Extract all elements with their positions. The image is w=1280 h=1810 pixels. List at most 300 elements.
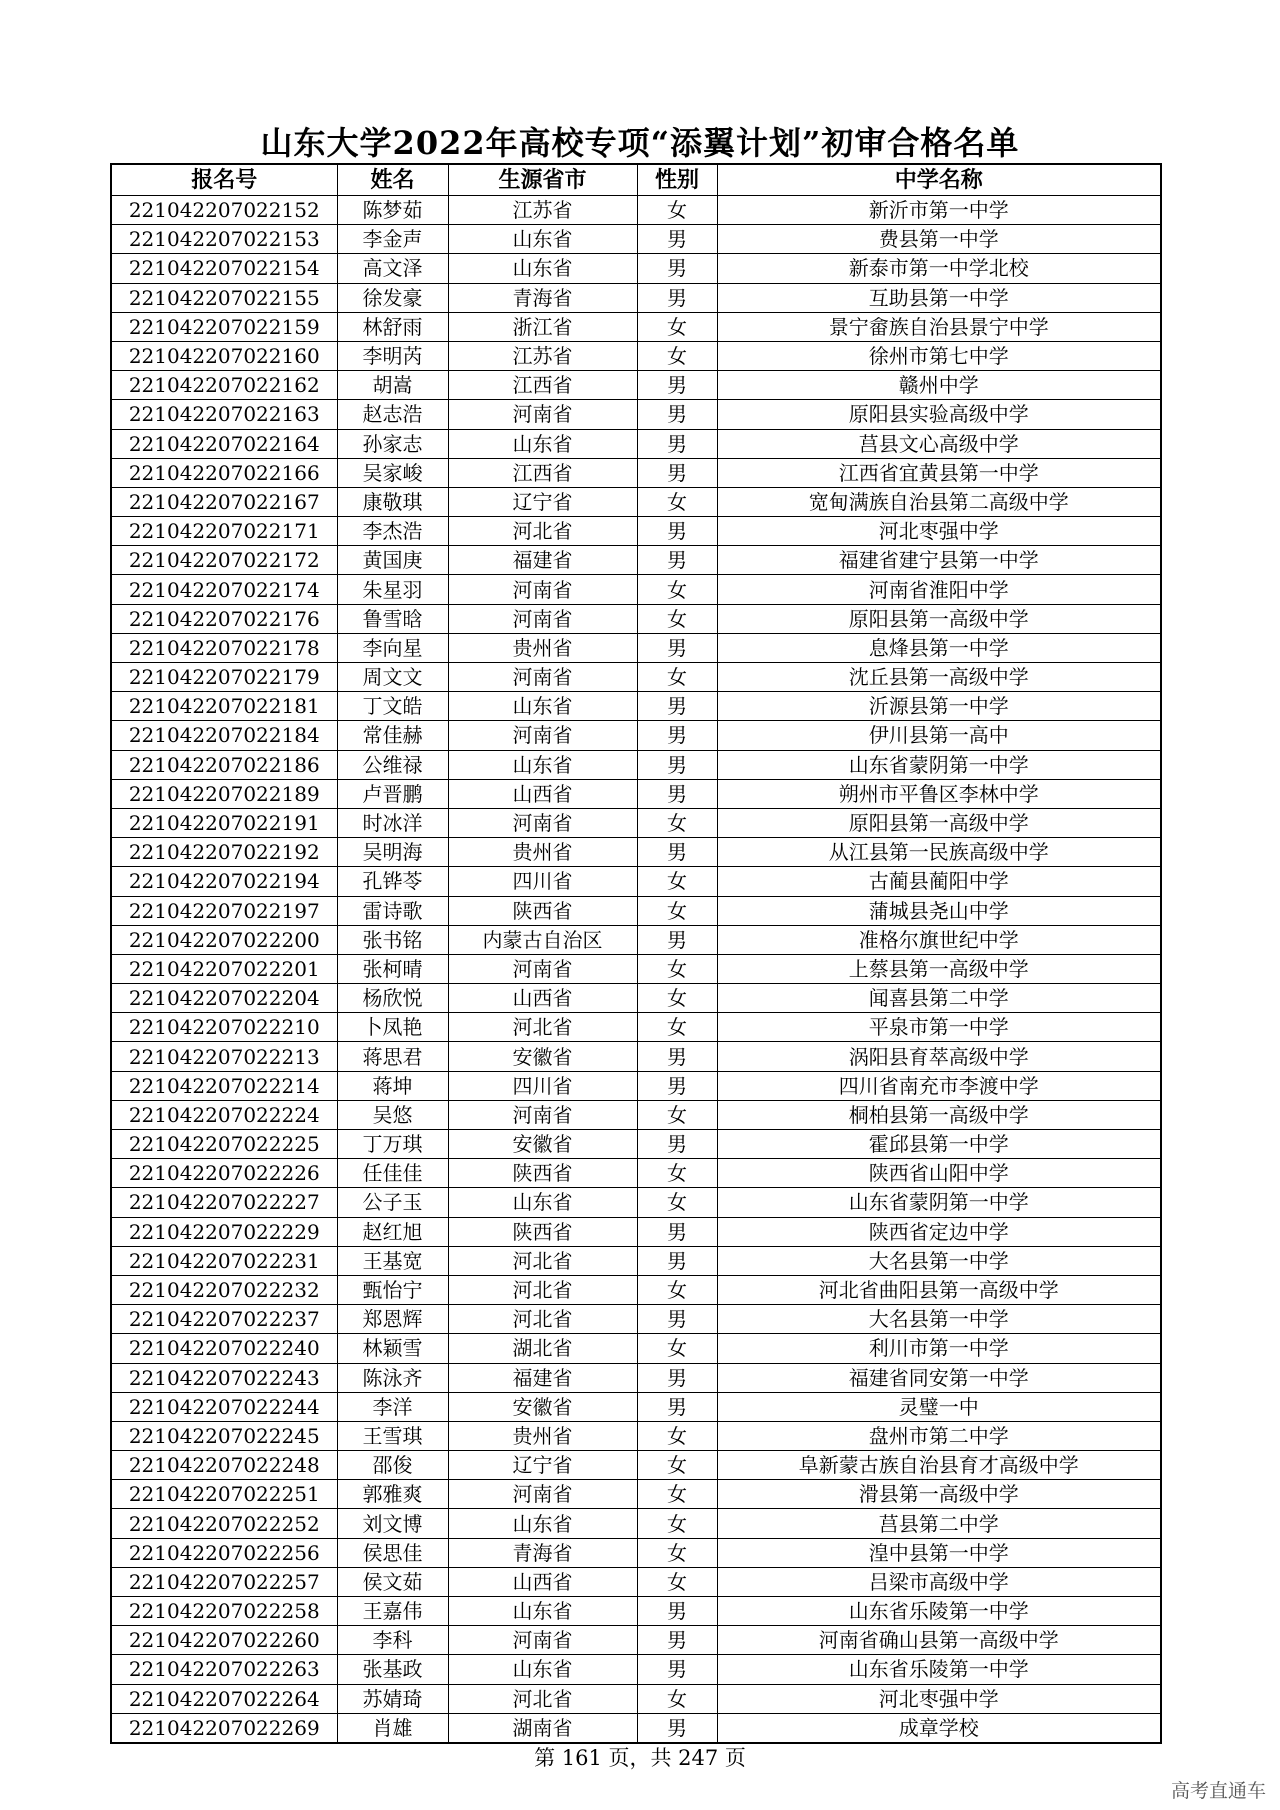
table-row <box>111 896 1161 925</box>
reg-no-cell: 221042207022226 <box>111 1159 337 1188</box>
province-cell: 青海省 <box>448 283 637 312</box>
province-cell: 河南省 <box>448 1480 637 1509</box>
province-cell: 青海省 <box>448 1538 637 1567</box>
name-cell: 李明芮 <box>337 341 448 370</box>
province-cell: 江西省 <box>448 458 637 487</box>
table-row <box>111 604 1161 633</box>
name-cell: 王基宽 <box>337 1246 448 1275</box>
gender-cell: 男 <box>637 1305 717 1334</box>
province-cell: 河南省 <box>448 604 637 633</box>
gender-cell: 女 <box>637 954 717 983</box>
reg-no-cell: 221042207022229 <box>111 1217 337 1246</box>
gender-cell: 男 <box>637 779 717 808</box>
reg-no-cell: 221042207022200 <box>111 925 337 954</box>
reg-no-cell: 221042207022178 <box>111 633 337 662</box>
name-cell: 卜凤艳 <box>337 1013 448 1042</box>
name-cell: 林颖雪 <box>337 1334 448 1363</box>
school-cell: 霍邱县第一中学 <box>717 1130 1161 1159</box>
name-cell: 陈梦茹 <box>337 196 448 225</box>
table-row <box>111 1451 1161 1480</box>
name-cell: 林舒雨 <box>337 312 448 341</box>
header-school: 中学名称 <box>717 164 1161 196</box>
reg-no-cell: 221042207022224 <box>111 1100 337 1129</box>
gender-cell: 男 <box>637 1392 717 1421</box>
province-cell: 河北省 <box>448 517 637 546</box>
table-row <box>111 779 1161 808</box>
table-row <box>111 633 1161 662</box>
school-cell: 涡阳县育萃高级中学 <box>717 1042 1161 1071</box>
school-cell: 莒县第二中学 <box>717 1509 1161 1538</box>
table-row <box>111 487 1161 516</box>
school-cell: 从江县第一民族高级中学 <box>717 838 1161 867</box>
gender-cell: 女 <box>637 1451 717 1480</box>
gender-cell: 女 <box>637 1684 717 1713</box>
name-cell: 丁万琪 <box>337 1130 448 1159</box>
header-reg-no: 报名号 <box>111 164 337 196</box>
reg-no-cell: 221042207022154 <box>111 254 337 283</box>
school-cell: 沈丘县第一高级中学 <box>717 663 1161 692</box>
table-row <box>111 1100 1161 1129</box>
school-cell: 互助县第一中学 <box>717 283 1161 312</box>
gender-cell: 男 <box>637 750 717 779</box>
province-cell: 河北省 <box>448 1013 637 1042</box>
page-number: 第 161 页，共 247 页 <box>534 1746 746 1770</box>
reg-no-cell: 221042207022248 <box>111 1451 337 1480</box>
province-cell: 安徽省 <box>448 1392 637 1421</box>
name-cell: 卢晋鹏 <box>337 779 448 808</box>
name-cell: 公维禄 <box>337 750 448 779</box>
school-cell: 平泉市第一中学 <box>717 1013 1161 1042</box>
name-cell: 郭雅爽 <box>337 1480 448 1509</box>
gender-cell: 男 <box>637 633 717 662</box>
gender-cell: 男 <box>637 692 717 721</box>
province-cell: 安徽省 <box>448 1130 637 1159</box>
province-cell: 山西省 <box>448 984 637 1013</box>
gender-cell: 女 <box>637 341 717 370</box>
gender-cell: 男 <box>637 1363 717 1392</box>
table-row <box>111 283 1161 312</box>
province-cell: 安徽省 <box>448 1042 637 1071</box>
name-cell: 康敬琪 <box>337 487 448 516</box>
name-cell: 邵俊 <box>337 1451 448 1480</box>
table-row <box>111 692 1161 721</box>
gender-cell: 男 <box>637 517 717 546</box>
name-cell: 刘文博 <box>337 1509 448 1538</box>
school-cell: 河北省曲阳县第一高级中学 <box>717 1275 1161 1304</box>
gender-cell: 女 <box>637 896 717 925</box>
reg-no-cell: 221042207022257 <box>111 1567 337 1596</box>
name-cell: 蒋思君 <box>337 1042 448 1071</box>
school-cell: 伊川县第一高中 <box>717 721 1161 750</box>
province-cell: 湖南省 <box>448 1713 637 1743</box>
name-cell: 胡嵩 <box>337 371 448 400</box>
name-cell: 周文文 <box>337 663 448 692</box>
name-cell: 丁文皓 <box>337 692 448 721</box>
name-cell: 孙家志 <box>337 429 448 458</box>
province-cell: 江西省 <box>448 371 637 400</box>
gender-cell: 女 <box>637 1159 717 1188</box>
table-row <box>111 1655 1161 1684</box>
reg-no-cell: 221042207022252 <box>111 1509 337 1538</box>
table-row <box>111 1305 1161 1334</box>
name-cell: 吴家峻 <box>337 458 448 487</box>
school-cell: 徐州市第七中学 <box>717 341 1161 370</box>
school-cell: 江西省宜黄县第一中学 <box>717 458 1161 487</box>
gender-cell: 男 <box>637 838 717 867</box>
document-title: 山东大学2022年高校专项“添翼计划”初审合格名单 <box>260 124 1020 162</box>
reg-no-cell: 221042207022186 <box>111 750 337 779</box>
province-cell: 贵州省 <box>448 838 637 867</box>
province-cell: 河南省 <box>448 575 637 604</box>
school-cell: 福建省同安第一中学 <box>717 1363 1161 1392</box>
gender-cell: 女 <box>637 1275 717 1304</box>
gender-cell: 男 <box>637 546 717 575</box>
gender-cell: 女 <box>637 1480 717 1509</box>
gender-cell: 女 <box>637 312 717 341</box>
school-cell: 沂源县第一中学 <box>717 692 1161 721</box>
province-cell: 山西省 <box>448 1567 637 1596</box>
reg-no-cell: 221042207022155 <box>111 283 337 312</box>
school-cell: 景宁畲族自治县景宁中学 <box>717 312 1161 341</box>
province-cell: 浙江省 <box>448 312 637 341</box>
name-cell: 王嘉伟 <box>337 1597 448 1626</box>
school-cell: 陕西省山阳中学 <box>717 1159 1161 1188</box>
table-row <box>111 1538 1161 1567</box>
gender-cell: 女 <box>637 604 717 633</box>
province-cell: 贵州省 <box>448 633 637 662</box>
gender-cell: 男 <box>637 1071 717 1100</box>
reg-no-cell: 221042207022213 <box>111 1042 337 1071</box>
table-row <box>111 663 1161 692</box>
table-row <box>111 1159 1161 1188</box>
reg-no-cell: 221042207022191 <box>111 808 337 837</box>
gender-cell: 女 <box>637 575 717 604</box>
school-cell: 朔州市平鲁区李林中学 <box>717 779 1161 808</box>
reg-no-cell: 221042207022204 <box>111 984 337 1013</box>
province-cell: 辽宁省 <box>448 1451 637 1480</box>
province-cell: 河南省 <box>448 954 637 983</box>
table-row <box>111 1626 1161 1655</box>
header-province: 生源省市 <box>448 164 637 196</box>
province-cell: 内蒙古自治区 <box>448 925 637 954</box>
reg-no-cell: 221042207022189 <box>111 779 337 808</box>
table-row <box>111 225 1161 254</box>
province-cell: 贵州省 <box>448 1421 637 1450</box>
table-row <box>111 1130 1161 1159</box>
table-row <box>111 925 1161 954</box>
province-cell: 山东省 <box>448 429 637 458</box>
reg-no-cell: 221042207022164 <box>111 429 337 458</box>
school-cell: 河南省确山县第一高级中学 <box>717 1626 1161 1655</box>
reg-no-cell: 221042207022176 <box>111 604 337 633</box>
province-cell: 陕西省 <box>448 896 637 925</box>
gender-cell: 男 <box>637 254 717 283</box>
school-cell: 吕梁市高级中学 <box>717 1567 1161 1596</box>
name-cell: 公子玉 <box>337 1188 448 1217</box>
province-cell: 四川省 <box>448 867 637 896</box>
school-cell: 盘州市第二中学 <box>717 1421 1161 1450</box>
table-row <box>111 341 1161 370</box>
table-row <box>111 575 1161 604</box>
gender-cell: 男 <box>637 1130 717 1159</box>
province-cell: 陕西省 <box>448 1217 637 1246</box>
table-row <box>111 808 1161 837</box>
reg-no-cell: 221042207022243 <box>111 1363 337 1392</box>
province-cell: 河南省 <box>448 663 637 692</box>
school-cell: 准格尔旗世纪中学 <box>717 925 1161 954</box>
table-row <box>111 867 1161 896</box>
province-cell: 山东省 <box>448 1509 637 1538</box>
gender-cell: 女 <box>637 1421 717 1450</box>
province-cell: 福建省 <box>448 1363 637 1392</box>
gender-cell: 男 <box>637 400 717 429</box>
gender-cell: 男 <box>637 1655 717 1684</box>
reg-no-cell: 221042207022179 <box>111 663 337 692</box>
province-cell: 陕西省 <box>448 1159 637 1188</box>
name-cell: 朱星羽 <box>337 575 448 604</box>
gender-cell: 男 <box>637 371 717 400</box>
school-cell: 蒲城县尧山中学 <box>717 896 1161 925</box>
province-cell: 河南省 <box>448 808 637 837</box>
name-cell: 陈泳齐 <box>337 1363 448 1392</box>
reg-no-cell: 221042207022269 <box>111 1713 337 1743</box>
school-cell: 闻喜县第二中学 <box>717 984 1161 1013</box>
table-row <box>111 1597 1161 1626</box>
province-cell: 山东省 <box>448 750 637 779</box>
name-cell: 吴明海 <box>337 838 448 867</box>
province-cell: 湖北省 <box>448 1334 637 1363</box>
table-row <box>111 458 1161 487</box>
gender-cell: 女 <box>637 1567 717 1596</box>
school-cell: 原阳县第一高级中学 <box>717 604 1161 633</box>
province-cell: 河南省 <box>448 400 637 429</box>
name-cell: 李科 <box>337 1626 448 1655</box>
name-cell: 李洋 <box>337 1392 448 1421</box>
name-cell: 徐发豪 <box>337 283 448 312</box>
province-cell: 江苏省 <box>448 196 637 225</box>
reg-no-cell: 221042207022163 <box>111 400 337 429</box>
gender-cell: 女 <box>637 196 717 225</box>
school-cell: 山东省乐陵第一中学 <box>717 1597 1161 1626</box>
gender-cell: 女 <box>637 663 717 692</box>
gender-cell: 女 <box>637 808 717 837</box>
school-cell: 山东省蒙阴第一中学 <box>717 1188 1161 1217</box>
table-row <box>111 1392 1161 1421</box>
table-row <box>111 1684 1161 1713</box>
school-cell: 上蔡县第一高级中学 <box>717 954 1161 983</box>
name-cell: 赵红旭 <box>337 1217 448 1246</box>
table-row <box>111 429 1161 458</box>
school-cell: 阜新蒙古族自治县育才高级中学 <box>717 1451 1161 1480</box>
reg-no-cell: 221042207022263 <box>111 1655 337 1684</box>
school-cell: 原阳县实验高级中学 <box>717 400 1161 429</box>
gender-cell: 男 <box>637 225 717 254</box>
name-cell: 时冰洋 <box>337 808 448 837</box>
gender-cell: 女 <box>637 1538 717 1567</box>
reg-no-cell: 221042207022258 <box>111 1597 337 1626</box>
name-cell: 侯思佳 <box>337 1538 448 1567</box>
table-row <box>111 254 1161 283</box>
reg-no-cell: 221042207022162 <box>111 371 337 400</box>
gender-cell: 男 <box>637 721 717 750</box>
name-cell: 苏婧琦 <box>337 1684 448 1713</box>
reg-no-cell: 221042207022251 <box>111 1480 337 1509</box>
reg-no-cell: 221042207022240 <box>111 1334 337 1363</box>
province-cell: 河南省 <box>448 1626 637 1655</box>
school-cell: 大名县第一中学 <box>717 1246 1161 1275</box>
province-cell: 山东省 <box>448 692 637 721</box>
name-cell: 张基政 <box>337 1655 448 1684</box>
province-cell: 河南省 <box>448 1100 637 1129</box>
name-cell: 李向星 <box>337 633 448 662</box>
school-cell: 湟中县第一中学 <box>717 1538 1161 1567</box>
name-cell: 孔铧苓 <box>337 867 448 896</box>
province-cell: 河北省 <box>448 1246 637 1275</box>
school-cell: 福建省建宁县第一中学 <box>717 546 1161 575</box>
name-cell: 任佳佳 <box>337 1159 448 1188</box>
gender-cell: 女 <box>637 867 717 896</box>
reg-no-cell: 221042207022192 <box>111 838 337 867</box>
reg-no-cell: 221042207022167 <box>111 487 337 516</box>
reg-no-cell: 221042207022244 <box>111 1392 337 1421</box>
table-row <box>111 196 1161 225</box>
gender-cell: 男 <box>637 1626 717 1655</box>
gender-cell: 女 <box>637 1509 717 1538</box>
name-cell: 鲁雪晗 <box>337 604 448 633</box>
school-cell: 利川市第一中学 <box>717 1334 1161 1363</box>
province-cell: 山东省 <box>448 1597 637 1626</box>
school-cell: 陕西省定边中学 <box>717 1217 1161 1246</box>
table-row <box>111 1363 1161 1392</box>
gender-cell: 女 <box>637 1334 717 1363</box>
table-row <box>111 1334 1161 1363</box>
name-cell: 甄怡宁 <box>337 1275 448 1304</box>
reg-no-cell: 221042207022152 <box>111 196 337 225</box>
name-cell: 高文泽 <box>337 254 448 283</box>
reg-no-cell: 221042207022245 <box>111 1421 337 1450</box>
table-row <box>111 1246 1161 1275</box>
gender-cell: 女 <box>637 1100 717 1129</box>
table-row <box>111 750 1161 779</box>
gender-cell: 男 <box>637 1597 717 1626</box>
name-cell: 吴悠 <box>337 1100 448 1129</box>
table-body <box>111 196 1161 1743</box>
gender-cell: 女 <box>637 1188 717 1217</box>
table-row <box>111 1188 1161 1217</box>
reg-no-cell: 221042207022210 <box>111 1013 337 1042</box>
reg-no-cell: 221042207022172 <box>111 546 337 575</box>
gender-cell: 女 <box>637 984 717 1013</box>
gender-cell: 男 <box>637 1713 717 1743</box>
school-cell: 河北枣强中学 <box>717 1684 1161 1713</box>
gender-cell: 女 <box>637 1013 717 1042</box>
name-cell: 蒋坤 <box>337 1071 448 1100</box>
reg-no-cell: 221042207022159 <box>111 312 337 341</box>
header-name: 姓名 <box>337 164 448 196</box>
table-row <box>111 1071 1161 1100</box>
table-row <box>111 1509 1161 1538</box>
table-row <box>111 400 1161 429</box>
province-cell: 山东省 <box>448 254 637 283</box>
name-cell: 杨欣悦 <box>337 984 448 1013</box>
table-row <box>111 1275 1161 1304</box>
name-cell: 王雪琪 <box>337 1421 448 1450</box>
name-cell: 肖雄 <box>337 1713 448 1743</box>
name-cell: 赵志浩 <box>337 400 448 429</box>
reg-no-cell: 221042207022160 <box>111 341 337 370</box>
gender-cell: 女 <box>637 487 717 516</box>
reg-no-cell: 221042207022153 <box>111 225 337 254</box>
name-cell: 张柯晴 <box>337 954 448 983</box>
school-cell: 河北枣强中学 <box>717 517 1161 546</box>
reg-no-cell: 221042207022227 <box>111 1188 337 1217</box>
school-cell: 大名县第一中学 <box>717 1305 1161 1334</box>
table-row <box>111 1217 1161 1246</box>
name-cell: 张书铭 <box>337 925 448 954</box>
province-cell: 山东省 <box>448 1655 637 1684</box>
province-cell: 河南省 <box>448 721 637 750</box>
gender-cell: 男 <box>637 283 717 312</box>
table-row <box>111 838 1161 867</box>
school-cell: 宽甸满族自治县第二高级中学 <box>717 487 1161 516</box>
school-cell: 息烽县第一中学 <box>717 633 1161 662</box>
table-row <box>111 984 1161 1013</box>
table-row <box>111 546 1161 575</box>
header-gender: 性别 <box>637 164 717 196</box>
table-row <box>111 1013 1161 1042</box>
reg-no-cell: 221042207022174 <box>111 575 337 604</box>
reg-no-cell: 221042207022194 <box>111 867 337 896</box>
school-cell: 四川省南充市李渡中学 <box>717 1071 1161 1100</box>
name-cell: 常佳赫 <box>337 721 448 750</box>
school-cell: 费县第一中学 <box>717 225 1161 254</box>
table-row <box>111 1421 1161 1450</box>
table-row <box>111 954 1161 983</box>
name-cell: 雷诗歌 <box>337 896 448 925</box>
table-row <box>111 517 1161 546</box>
table-row <box>111 721 1161 750</box>
table-row <box>111 312 1161 341</box>
province-cell: 山东省 <box>448 1188 637 1217</box>
gender-cell: 男 <box>637 925 717 954</box>
school-cell: 赣州中学 <box>717 371 1161 400</box>
candidate-table <box>110 163 1162 1744</box>
reg-no-cell: 221042207022197 <box>111 896 337 925</box>
school-cell: 山东省乐陵第一中学 <box>717 1655 1161 1684</box>
reg-no-cell: 221042207022237 <box>111 1305 337 1334</box>
school-cell: 灵璧一中 <box>717 1392 1161 1421</box>
reg-no-cell: 221042207022264 <box>111 1684 337 1713</box>
reg-no-cell: 221042207022181 <box>111 692 337 721</box>
reg-no-cell: 221042207022214 <box>111 1071 337 1100</box>
name-cell: 李杰浩 <box>337 517 448 546</box>
school-cell: 成章学校 <box>717 1713 1161 1743</box>
province-cell: 山东省 <box>448 225 637 254</box>
name-cell: 黄国庚 <box>337 546 448 575</box>
reg-no-cell: 221042207022232 <box>111 1275 337 1304</box>
name-cell: 李金声 <box>337 225 448 254</box>
province-cell: 河北省 <box>448 1684 637 1713</box>
school-cell: 河南省淮阳中学 <box>717 575 1161 604</box>
gender-cell: 男 <box>637 1217 717 1246</box>
reg-no-cell: 221042207022225 <box>111 1130 337 1159</box>
reg-no-cell: 221042207022166 <box>111 458 337 487</box>
name-cell: 侯文茹 <box>337 1567 448 1596</box>
reg-no-cell: 221042207022231 <box>111 1246 337 1275</box>
reg-no-cell: 221042207022201 <box>111 954 337 983</box>
table-row <box>111 1480 1161 1509</box>
province-cell: 江苏省 <box>448 341 637 370</box>
